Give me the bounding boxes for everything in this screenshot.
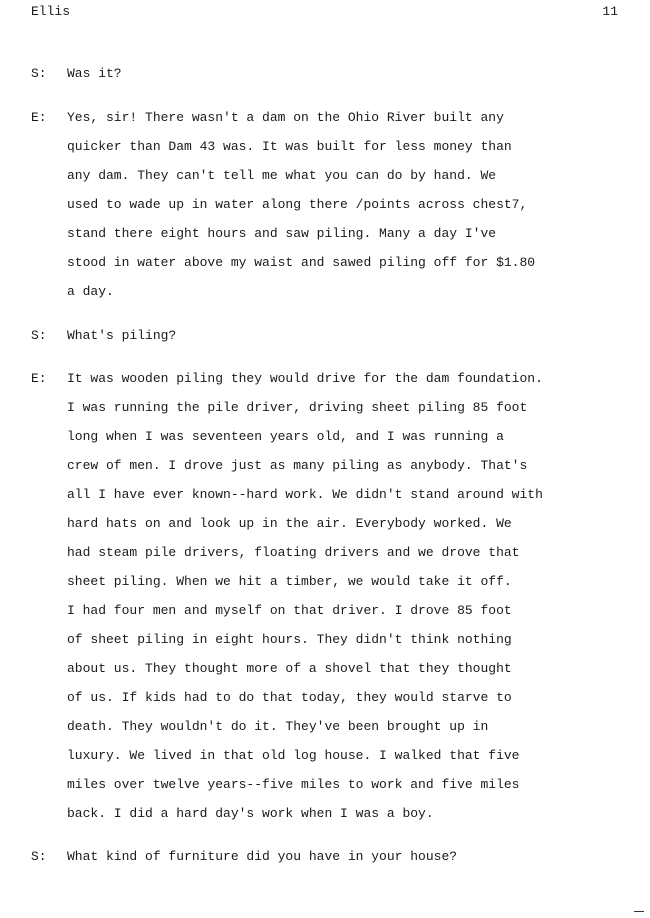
text-line: I had four men and myself on that driver. I drove 85 foot — [67, 603, 512, 618]
header-name: Ellis — [31, 4, 71, 19]
text-line: hard hats on and look up in the air. Everybody worked. We — [67, 516, 512, 531]
text-line: death. They wouldn't do it. They've been brought up in — [67, 719, 489, 734]
text-line: back. I did a hard day's work when I was a boy. — [67, 806, 434, 821]
text-line: all I have ever known--hard work. We didn't stand around with — [67, 487, 543, 502]
text-line: used to wade up in water along there /points across chest7, — [67, 197, 528, 212]
text-line: long when I was seventeen years old, and I was running a — [67, 429, 504, 444]
text-line: stood in water above my waist and sawed piling off for $1.80 — [67, 255, 536, 270]
text-line: Yes, sir! There wasn't a dam on the Ohio River built any — [67, 110, 504, 125]
page-number: 11 — [602, 4, 618, 19]
speaker-label: S: — [31, 66, 47, 81]
speaker-label: S: — [31, 328, 47, 343]
text-line: of sheet piling in eight hours. They didn't think nothing — [67, 632, 512, 647]
text-line: stand there eight hours and saw piling. Many a day I've — [67, 226, 497, 241]
text-line: crew of men. I drove just as many piling as anybody. That's — [67, 458, 528, 473]
entry-text — [67, 59, 637, 88]
text-line: about us. They thought more of a shovel that they thought — [67, 661, 512, 676]
scan-mark — [634, 911, 644, 912]
entry-text — [67, 842, 637, 871]
text-line: sheet piling. When we hit a timber, we would take it off. — [67, 574, 512, 589]
text-line: What kind of furniture did you have in your house? — [67, 849, 458, 864]
speaker-label: E: — [31, 371, 47, 386]
entry-text — [67, 103, 637, 306]
text-line: miles over twelve years--five miles to work and five miles — [67, 777, 520, 792]
text-line: had steam pile drivers, floating drivers and we drove that — [67, 545, 520, 560]
text-line: I was running the pile driver, driving sheet piling 85 foot — [67, 400, 528, 415]
speaker-label: E: — [31, 110, 47, 125]
text-line: a day. — [67, 284, 114, 299]
text-line: Was it? — [67, 66, 122, 81]
speaker-label: S: — [31, 849, 47, 864]
text-line: of us. If kids had to do that today, they would starve to — [67, 690, 512, 705]
text-line: What's piling? — [67, 328, 177, 343]
text-line: quicker than Dam 43 was. It was built for less money than — [67, 139, 512, 154]
text-line: luxury. We lived in that old log house. I walked that five — [67, 748, 520, 763]
text-line: It was wooden piling they would drive for the dam foundation. — [67, 371, 543, 386]
entry-text — [67, 321, 637, 350]
entry-text — [67, 364, 637, 828]
text-line: any dam. They can't tell me what you can do by hand. We — [67, 168, 497, 183]
